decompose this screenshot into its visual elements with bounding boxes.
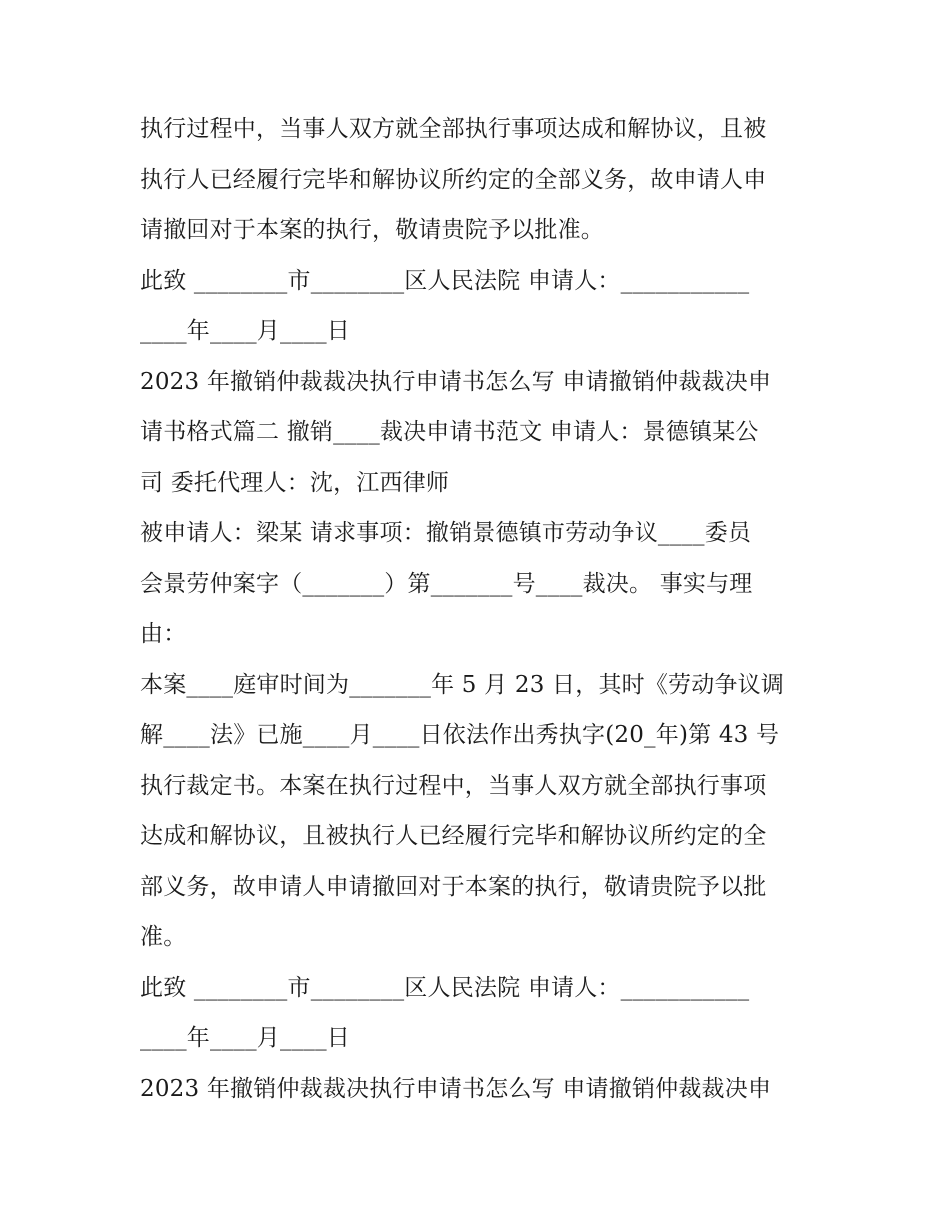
text-line: 2023 年撤销仲裁裁决执行申请书怎么写 申请撤销仲裁裁决申 <box>140 1075 772 1102</box>
text-line: 此致 ________市________区人民法院 申请人：___________ <box>140 974 750 1001</box>
text-line: 本案____庭审时间为_______年 5 月 23 日，其时《劳动争议调 <box>140 671 785 698</box>
text-line: 部义务，故申请人申请撤回对于本案的执行，敬请贵院予以批 <box>140 873 767 900</box>
document-body <box>140 104 820 1114</box>
text-line: 司 委托代理人：沈，江西律师 <box>140 469 450 496</box>
text-line: 准。 <box>140 924 187 950</box>
text-line: 执行裁定书。本案在执行过程中，当事人双方就全部执行事项 <box>140 772 767 799</box>
text-line: 会景劳仲案字（_______）第_______号____裁决。 事实与理 <box>140 570 753 597</box>
text-line: ____年____月____日 <box>140 318 350 344</box>
text-line: 执行人已经履行完毕和解协议所约定的全部义务，故申请人申 <box>140 166 767 193</box>
text-line: 请书格式篇二 撤销____裁决申请书范文 申请人：景德镇某公 <box>140 419 759 445</box>
text-line: 达成和解协议，且被执行人已经履行完毕和解协议所约定的全 <box>140 823 767 849</box>
text-line: 此致 ________市________区人民法院 申请人：___________ <box>140 267 750 294</box>
text-line: 被申请人：梁某 请求事项：撤销景德镇市劳动争议____委员 <box>140 520 752 546</box>
text-line: 请撤回对于本案的执行，敬请贵院予以批准。 <box>140 217 604 243</box>
text-line: ____年____月____日 <box>140 1025 350 1051</box>
text-line: 解____法》已施____月____日依法作出秀执字(20_年)第 43 号 <box>140 722 780 748</box>
text-line: 由： <box>140 621 187 647</box>
text-line: 2023 年撤销仲裁裁决执行申请书怎么写 申请撤销仲裁裁决申 <box>140 368 772 395</box>
text-line: 执行过程中，当事人双方就全部执行事项达成和解协议，且被 <box>140 116 767 142</box>
